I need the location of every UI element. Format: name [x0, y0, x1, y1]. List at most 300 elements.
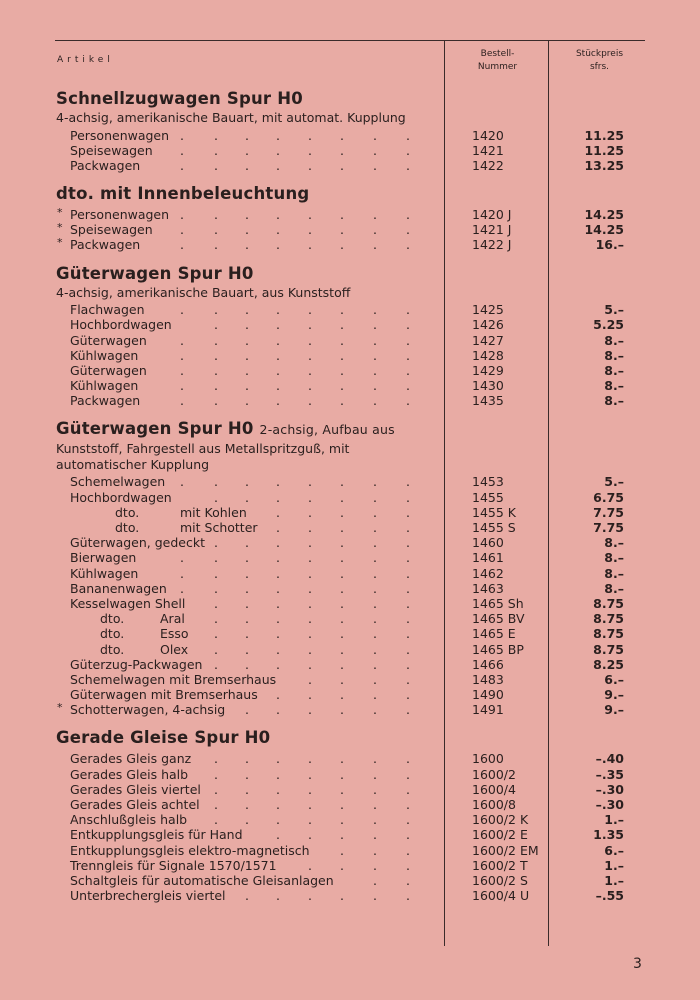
leader-dot: . — [276, 347, 280, 363]
leader-dot: . — [406, 504, 410, 520]
item-label: Gerades Gleis ganz — [70, 751, 192, 767]
footnote-star: * — [57, 701, 63, 715]
leader-dot: . — [214, 611, 218, 627]
leader-dot: . — [180, 207, 184, 223]
header-order-number-text: Bestell- Nummer — [477, 49, 518, 72]
leader-dot: . — [214, 302, 218, 318]
order-number: 1455 — [472, 489, 504, 505]
item-label: Güterwagen — [70, 332, 147, 348]
list-item — [0, 888, 700, 903]
leader-dot: . — [276, 781, 280, 797]
leader-dot: . — [406, 550, 410, 566]
item-label: Gerades Gleis viertel — [70, 781, 201, 797]
item-label: Bierwagen — [70, 550, 137, 566]
leader-dot: . — [406, 302, 410, 318]
leader-dot: . — [373, 766, 377, 782]
unit-price: 5.– — [604, 302, 624, 318]
list-item — [0, 348, 700, 363]
unit-price: 8.– — [604, 378, 624, 394]
leader-dot: . — [214, 222, 218, 238]
leader-dot: . — [308, 595, 312, 611]
leader-dot: . — [180, 580, 184, 596]
unit-price: 9.– — [604, 687, 624, 703]
order-number: 1600/2 EM — [472, 842, 539, 858]
price-list — [0, 88, 700, 913]
list-item — [0, 843, 700, 858]
leader-dot: . — [245, 474, 249, 490]
section-subtitle: 4-achsig, amerikanische Bauart, aus Kunststoff — [56, 284, 351, 300]
leader-dot: . — [214, 781, 218, 797]
item-label: Speisewagen — [70, 142, 153, 158]
leader-dot: . — [245, 595, 249, 611]
leader-dot: . — [180, 362, 184, 378]
leader-dot: . — [245, 302, 249, 318]
leader-dot: . — [245, 812, 249, 828]
leader-dot: . — [276, 580, 280, 596]
unit-price: 6.– — [604, 842, 624, 858]
unit-price: 8.– — [604, 550, 624, 566]
leader-dot: . — [214, 347, 218, 363]
leader-dot: . — [308, 504, 312, 520]
leader-dot: . — [308, 489, 312, 505]
leader-dot: . — [308, 127, 312, 143]
order-number: 1455 K — [472, 504, 516, 520]
leader-dot: . — [406, 766, 410, 782]
leader-dot: . — [245, 142, 249, 158]
leader-dot: . — [245, 362, 249, 378]
leader-dot: . — [340, 641, 344, 657]
leader-dot: . — [406, 535, 410, 551]
leader-dot: . — [406, 812, 410, 828]
leader-dot: . — [373, 797, 377, 812]
item-label: Anschlußgleis halb — [70, 812, 188, 828]
leader-dot: . — [406, 611, 410, 627]
leader-dot: . — [340, 687, 344, 703]
list-item — [0, 363, 700, 378]
leader-dot: . — [340, 565, 344, 581]
leader-dot: . — [373, 474, 377, 490]
list-item — [0, 207, 700, 222]
section-title-inline: 2-achsig, Aufbau aus — [259, 422, 395, 438]
leader-dot: . — [340, 595, 344, 611]
leader-dot: . — [214, 317, 218, 333]
item-label: dto. — [100, 641, 125, 657]
item-variant: Esso — [160, 626, 189, 642]
leader-dot: . — [308, 565, 312, 581]
order-number: 1453 — [472, 474, 504, 490]
leader-dot: . — [214, 656, 218, 672]
item-label: Kühlwagen — [70, 565, 139, 581]
leader-dot: . — [340, 611, 344, 627]
leader-dot: . — [308, 362, 312, 378]
list-item — [0, 378, 700, 393]
section-title — [56, 727, 700, 749]
order-number: 1426 — [472, 317, 504, 333]
leader-dot: . — [373, 595, 377, 611]
leader-dot: . — [340, 520, 344, 535]
leader-dot: . — [245, 222, 249, 238]
leader-dot: . — [308, 702, 312, 718]
leader-dot: . — [308, 781, 312, 797]
leader-dot: . — [406, 781, 410, 797]
order-number: 1600/2 K — [472, 812, 529, 828]
leader-dot: . — [308, 797, 312, 812]
leader-dot: . — [245, 127, 249, 143]
leader-dot: . — [180, 237, 184, 253]
leader-dot: . — [214, 535, 218, 551]
item-label: Unterbrechergleis viertel — [70, 888, 226, 904]
leader-dot: . — [373, 222, 377, 238]
leader-dot: . — [276, 812, 280, 828]
list-item — [0, 767, 700, 782]
section-title-text: dto. mit Innenbeleuchtung — [56, 184, 310, 204]
leader-dot: . — [373, 626, 377, 642]
leader-dot: . — [373, 827, 377, 843]
unit-price: 8.75 — [593, 595, 624, 611]
leader-dot: . — [276, 565, 280, 581]
list-item — [0, 333, 700, 348]
section — [0, 418, 700, 717]
leader-dot: . — [214, 362, 218, 378]
header-article: Artikel — [57, 55, 114, 65]
order-number: 1600/2 T — [472, 857, 528, 873]
leader-dot: . — [276, 237, 280, 253]
leader-dot: . — [214, 127, 218, 143]
order-number: 1600/4 U — [472, 888, 530, 904]
leader-dot: . — [276, 702, 280, 718]
leader-dot: . — [276, 751, 280, 767]
leader-dot: . — [214, 332, 218, 348]
leader-dot: . — [308, 520, 312, 535]
leader-dot: . — [373, 781, 377, 797]
item-label: dto. — [100, 611, 125, 627]
order-number: 1600/2 — [472, 766, 516, 782]
item-label: Entkupplungsgleis für Hand — [70, 827, 243, 843]
leader-dot: . — [373, 332, 377, 348]
section — [0, 727, 700, 903]
leader-dot: . — [180, 393, 184, 409]
section — [0, 88, 700, 173]
order-number: 1430 — [472, 378, 504, 394]
leader-dot: . — [340, 317, 344, 333]
order-number: 1600/4 — [472, 781, 516, 797]
unit-price: 8.75 — [593, 626, 624, 642]
leader-dot: . — [214, 595, 218, 611]
leader-dot: . — [308, 142, 312, 158]
leader-dot: . — [245, 157, 249, 173]
item-label: Hochbordwagen — [70, 317, 172, 333]
leader-dot: . — [308, 611, 312, 627]
list-item — [0, 873, 700, 888]
section-title-text: Güterwagen Spur H0 — [56, 263, 254, 283]
list-item — [0, 317, 700, 332]
leader-dot: . — [340, 157, 344, 173]
leader-dot: . — [373, 317, 377, 333]
item-label: dto. — [115, 504, 140, 520]
leader-dot: . — [308, 751, 312, 767]
leader-dot: . — [340, 888, 344, 904]
order-number: 1425 — [472, 302, 504, 318]
leader-dot: . — [340, 766, 344, 782]
item-label: dto. — [100, 626, 125, 642]
unit-price: 8.75 — [593, 611, 624, 627]
leader-dot: . — [373, 842, 377, 858]
leader-dot: . — [373, 347, 377, 363]
order-number: 1421 — [472, 142, 504, 158]
leader-dot: . — [340, 827, 344, 843]
leader-dot: . — [245, 781, 249, 797]
unit-price: 8.25 — [593, 656, 624, 672]
leader-dot: . — [276, 362, 280, 378]
section-title — [56, 263, 700, 285]
item-label: Kühlwagen — [70, 378, 139, 394]
leader-dot: . — [245, 207, 249, 223]
order-number: 1600/2 S — [472, 872, 528, 888]
leader-dot: . — [373, 535, 377, 551]
leader-dot: . — [340, 751, 344, 767]
leader-dot: . — [308, 671, 312, 687]
section-title-text: Gerade Gleise Spur H0 — [56, 728, 271, 748]
unit-price: 8.– — [604, 332, 624, 348]
item-label: Schemelwagen mit Bremserhaus — [70, 671, 277, 687]
rows — [0, 302, 700, 408]
list-item — [0, 657, 700, 672]
top-rule — [55, 40, 645, 41]
leader-dot: . — [308, 687, 312, 703]
leader-dot: . — [373, 550, 377, 566]
leader-dot: . — [276, 797, 280, 812]
leader-dot: . — [340, 142, 344, 158]
item-label: dto. — [115, 520, 140, 535]
leader-dot: . — [373, 520, 377, 535]
unit-price: 6.75 — [593, 489, 624, 505]
leader-dot: . — [340, 504, 344, 520]
item-label: Personenwagen — [70, 127, 170, 143]
order-number: 1421 J — [472, 222, 512, 238]
unit-price: 9.– — [604, 702, 624, 718]
leader-dot: . — [180, 550, 184, 566]
unit-price: 14.25 — [584, 207, 624, 223]
page-number: 3 — [633, 956, 642, 972]
unit-price: –.30 — [595, 781, 624, 797]
unit-price: 8.75 — [593, 641, 624, 657]
leader-dot: . — [406, 142, 410, 158]
leader-dot: . — [373, 702, 377, 718]
item-label: Packwagen — [70, 237, 141, 253]
leader-dot: . — [276, 595, 280, 611]
leader-dot: . — [308, 580, 312, 596]
unit-price: 1.35 — [593, 827, 624, 843]
leader-dot: . — [308, 857, 312, 873]
leader-dot: . — [276, 378, 280, 394]
leader-dot: . — [276, 827, 280, 843]
leader-dot: . — [373, 378, 377, 394]
leader-dot: . — [406, 347, 410, 363]
unit-price: 8.– — [604, 565, 624, 581]
leader-dot: . — [245, 751, 249, 767]
footnote-star: * — [57, 206, 63, 220]
leader-dot: . — [214, 626, 218, 642]
list-item — [0, 490, 700, 505]
leader-dot: . — [340, 127, 344, 143]
leader-dot: . — [276, 535, 280, 551]
leader-dot: . — [406, 857, 410, 873]
leader-dot: . — [180, 565, 184, 581]
leader-dot: . — [406, 127, 410, 143]
item-label: Speisewagen — [70, 222, 153, 238]
item-label: Entkupplungsgleis elektro-magnetisch — [70, 842, 310, 858]
leader-dot: . — [214, 766, 218, 782]
leader-dot: . — [214, 489, 218, 505]
order-number: 1428 — [472, 347, 504, 363]
order-number: 1600 — [472, 751, 504, 767]
leader-dot: . — [245, 580, 249, 596]
leader-dot: . — [214, 474, 218, 490]
list-item — [0, 687, 700, 702]
order-number: 1465 BP — [472, 641, 524, 657]
leader-dot: . — [340, 812, 344, 828]
order-number: 1483 — [472, 671, 504, 687]
leader-dot: . — [276, 888, 280, 904]
leader-dot: . — [276, 611, 280, 627]
leader-dot: . — [214, 580, 218, 596]
leader-dot: . — [245, 611, 249, 627]
leader-dot: . — [308, 302, 312, 318]
item-label: Personenwagen — [70, 207, 170, 223]
unit-price: 7.75 — [593, 520, 624, 535]
list-item — [0, 393, 700, 408]
leader-dot: . — [214, 207, 218, 223]
leader-dot: . — [245, 888, 249, 904]
leader-dot: . — [340, 474, 344, 490]
order-number: 1466 — [472, 656, 504, 672]
unit-price: 8.– — [604, 535, 624, 551]
list-item — [0, 128, 700, 143]
leader-dot: . — [340, 302, 344, 318]
leader-dot: . — [276, 626, 280, 642]
leader-dot: . — [340, 489, 344, 505]
item-label: Güterwagen mit Bremserhaus — [70, 687, 258, 703]
order-number: 1435 — [472, 393, 504, 409]
item-variant: mit Kohlen — [180, 504, 247, 520]
item-label: Bananenwagen — [70, 580, 167, 596]
leader-dot: . — [340, 656, 344, 672]
leader-dot: . — [308, 237, 312, 253]
leader-dot: . — [245, 766, 249, 782]
leader-dot: . — [340, 393, 344, 409]
leader-dot: . — [245, 237, 249, 253]
header-unit-price — [552, 48, 647, 74]
leader-dot: . — [180, 142, 184, 158]
leader-dot: . — [406, 520, 410, 535]
leader-dot: . — [373, 872, 377, 888]
list-item — [0, 812, 700, 827]
section-subtitle: 4-achsig, amerikanische Bauart, mit automat. Kupplung — [56, 110, 406, 125]
leader-dot: . — [245, 550, 249, 566]
item-label: Kühlwagen — [70, 347, 139, 363]
leader-dot: . — [373, 127, 377, 143]
leader-dot: . — [373, 888, 377, 904]
section-title — [56, 88, 700, 110]
item-variant: Olex — [160, 641, 189, 657]
leader-dot: . — [373, 641, 377, 657]
list-item — [0, 797, 700, 812]
leader-dot: . — [276, 157, 280, 173]
leader-dot: . — [308, 641, 312, 657]
rows — [0, 128, 700, 174]
leader-dot: . — [406, 797, 410, 812]
leader-dot: . — [406, 565, 410, 581]
leader-dot: . — [373, 207, 377, 223]
leader-dot: . — [276, 127, 280, 143]
order-number: 1465 Sh — [472, 595, 524, 611]
order-number: 1465 E — [472, 626, 516, 642]
order-number: 1427 — [472, 332, 504, 348]
list-item — [0, 505, 700, 520]
order-number: 1422 — [472, 157, 504, 173]
leader-dot: . — [308, 766, 312, 782]
unit-price: –.35 — [595, 766, 624, 782]
order-number: 1462 — [472, 565, 504, 581]
list-item — [0, 474, 700, 489]
leader-dot: . — [214, 378, 218, 394]
leader-dot: . — [340, 347, 344, 363]
leader-dot: . — [340, 671, 344, 687]
leader-dot: . — [245, 626, 249, 642]
unit-price: 8.– — [604, 347, 624, 363]
leader-dot: . — [340, 362, 344, 378]
leader-dot: . — [340, 702, 344, 718]
list-item — [0, 222, 700, 237]
leader-dot: . — [245, 317, 249, 333]
order-number: 1490 — [472, 687, 504, 703]
leader-dot: . — [276, 550, 280, 566]
leader-dot: . — [406, 842, 410, 858]
list-item — [0, 302, 700, 317]
leader-dot: . — [308, 812, 312, 828]
unit-price: 1.– — [604, 812, 624, 828]
leader-dot: . — [180, 347, 184, 363]
section-subtitle: Kunststoff, Fahrgestell aus Metallspritzguß, mit automatischer Kupplung — [56, 441, 350, 472]
item-label: Flachwagen — [70, 302, 145, 318]
leader-dot: . — [214, 550, 218, 566]
section-title — [56, 418, 700, 441]
section — [0, 263, 700, 409]
unit-price: 8.– — [604, 580, 624, 596]
leader-dot: . — [406, 687, 410, 703]
leader-dot: . — [180, 474, 184, 490]
unit-price: –.55 — [595, 888, 624, 904]
list-item — [0, 827, 700, 842]
leader-dot: . — [308, 474, 312, 490]
unit-price: 8.– — [604, 393, 624, 409]
leader-dot: . — [214, 237, 218, 253]
unit-price: 11.25 — [584, 127, 624, 143]
leader-dot: . — [276, 302, 280, 318]
list-item — [0, 143, 700, 158]
leader-dot: . — [406, 489, 410, 505]
leader-dot: . — [276, 520, 280, 535]
leader-dot: . — [214, 142, 218, 158]
leader-dot: . — [245, 332, 249, 348]
leader-dot: . — [245, 641, 249, 657]
item-label: Gerades Gleis halb — [70, 766, 189, 782]
leader-dot: . — [406, 872, 410, 888]
leader-dot: . — [373, 812, 377, 828]
header-order-number — [450, 48, 545, 74]
leader-dot: . — [308, 378, 312, 394]
list-item — [0, 702, 700, 717]
